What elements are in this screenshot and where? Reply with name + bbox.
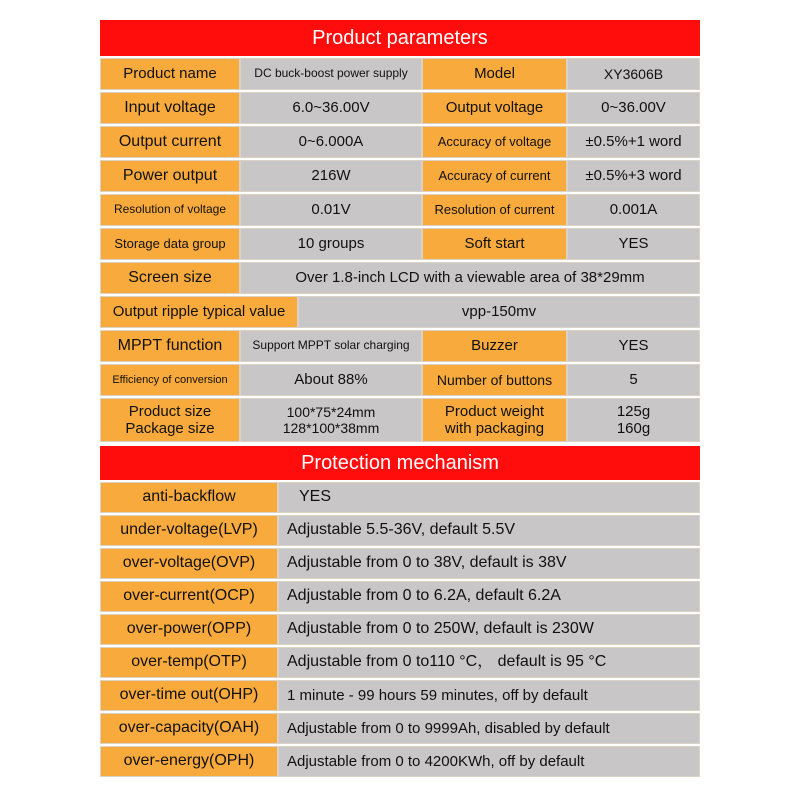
resolution-current-value: 0.001A — [567, 194, 700, 226]
protection-mechanism-header: Protection mechanism — [100, 446, 700, 480]
power-output-value: 216W — [240, 160, 422, 192]
package-size-value: 128*100*38mm — [282, 420, 380, 436]
product-name-value: DC buck-boost power supply — [240, 58, 422, 90]
accuracy-current-value: ±0.5%+3 word — [567, 160, 700, 192]
protection-value-anti-backflow: YES — [278, 482, 700, 513]
storage-label: Storage data group — [100, 228, 240, 260]
buttons-value: 5 — [567, 364, 700, 396]
mppt-value: Support MPPT solar charging — [240, 330, 422, 362]
buttons-label: Number of buttons — [422, 364, 567, 396]
protection-label-opp: over-power(OPP) — [100, 614, 278, 645]
soft-start-label: Soft start — [422, 228, 567, 260]
soft-start-value: YES — [567, 228, 700, 260]
product-weight-label: Product weight — [444, 402, 545, 420]
weight-labels — [422, 398, 567, 442]
protection-label-ovp: over-voltage(OVP) — [100, 548, 278, 579]
weight-values — [567, 398, 700, 442]
efficiency-value: About 88% — [240, 364, 422, 396]
output-voltage-label: Output voltage — [422, 92, 567, 124]
protection-value-oah: Adjustable from 0 to 9999Ah, disabled by default — [278, 713, 700, 744]
protection-label-lvp: under-voltage(LVP) — [100, 515, 278, 546]
protection-label-ohp: over-time out(OHP) — [100, 680, 278, 711]
accuracy-voltage-label: Accuracy of voltage — [422, 126, 567, 158]
package-size-label: Package size — [125, 420, 215, 437]
output-voltage-value: 0~36.00V — [567, 92, 700, 124]
product-size-label: Product size — [128, 402, 212, 420]
protection-table — [100, 482, 700, 780]
protection-value-oph: Adjustable from 0 to 4200KWh, off by default — [278, 746, 700, 777]
resolution-voltage-label: Resolution of voltage — [100, 194, 240, 226]
output-current-label: Output current — [100, 126, 240, 158]
protection-value-otp: Adjustable from 0 to110 °C， default is 95 °C — [278, 647, 700, 678]
screen-size-label: Screen size — [100, 262, 240, 294]
power-output-label: Power output — [100, 160, 240, 192]
input-voltage-value: 6.0~36.00V — [240, 92, 422, 124]
protection-label-ocp: over-current(OCP) — [100, 581, 278, 612]
protection-label-anti-backflow: anti-backflow — [100, 482, 278, 513]
screen-size-value: Over 1.8-inch LCD with a viewable area of 38*29mm — [240, 262, 700, 294]
input-voltage-label: Input voltage — [100, 92, 240, 124]
ripple-value: vpp-150mv — [298, 296, 700, 328]
spec-sheet — [100, 20, 700, 780]
protection-value-opp: Adjustable from 0 to 250W, default is 230W — [278, 614, 700, 645]
efficiency-label: Efficiency of conversion — [100, 364, 240, 396]
product-name-label: Product name — [100, 58, 240, 90]
buzzer-label: Buzzer — [422, 330, 567, 362]
protection-value-ovp: Adjustable from 0 to 38V, default is 38V — [278, 548, 700, 579]
packaging-weight-label: with packaging — [444, 420, 545, 437]
size-labels — [100, 398, 240, 442]
packaging-weight-value: 160g — [616, 420, 651, 437]
size-values — [240, 398, 422, 442]
protection-label-otp: over-temp(OTP) — [100, 647, 278, 678]
storage-value: 10 groups — [240, 228, 422, 260]
resolution-current-label: Resolution of current — [422, 194, 567, 226]
product-weight-value: 125g — [616, 402, 651, 420]
buzzer-value: YES — [567, 330, 700, 362]
product-parameters-header: Product parameters — [100, 20, 700, 56]
model-label: Model — [422, 58, 567, 90]
model-value: XY3606B — [567, 58, 700, 90]
accuracy-current-label: Accuracy of current — [422, 160, 567, 192]
protection-value-ohp: 1 minute - 99 hours 59 minutes, off by default — [278, 680, 700, 711]
product-size-value: 100*75*24mm — [286, 403, 376, 420]
ripple-label: Output ripple typical value — [100, 296, 298, 328]
protection-label-oph: over-energy(OPH) — [100, 746, 278, 777]
mppt-label: MPPT function — [100, 330, 240, 362]
protection-value-lvp: Adjustable 5.5-36V, default 5.5V — [278, 515, 700, 546]
resolution-voltage-value: 0.01V — [240, 194, 422, 226]
output-current-value: 0~6.000A — [240, 126, 422, 158]
accuracy-voltage-value: ±0.5%+1 word — [567, 126, 700, 158]
protection-value-ocp: Adjustable from 0 to 6.2A, default 6.2A — [278, 581, 700, 612]
protection-label-oah: over-capacity(OAH) — [100, 713, 278, 744]
